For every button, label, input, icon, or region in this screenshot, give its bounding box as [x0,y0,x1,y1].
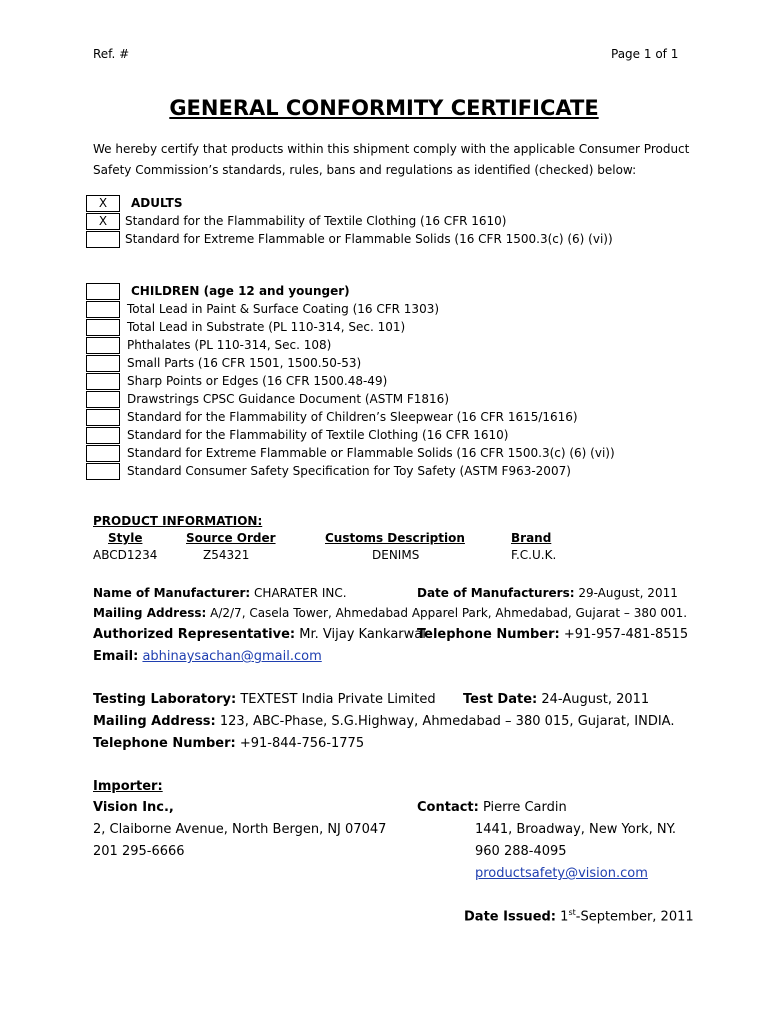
manufacturer-email: Email: abhinaysachan@gmail.com [93,649,322,664]
column-header-style: Style [108,531,143,545]
product-brand: F.C.U.K. [511,548,557,562]
intro-line-2: Safety Commission’s standards, rules, bans and regulations as identified (checked) below: [93,163,637,177]
children-item-checkbox[interactable] [86,373,120,390]
children-item-checkbox[interactable] [86,355,120,372]
children-item-label: Total Lead in Substrate (PL 110-314, Sec. 101) [127,320,406,334]
product-heading: PRODUCT INFORMATION: [93,514,263,528]
children-item-label: Standard for Extreme Flammable or Flammable Solids (16 CFR 1500.3(c) (6) (vi)) [127,446,615,460]
column-header-source-order: Source Order [186,531,276,545]
children-item-label: Standard for the Flammability of Children’s Sleepwear (16 CFR 1615/1616) [127,410,578,424]
product-customs-description: DENIMS [372,548,420,562]
children-item-checkbox[interactable] [86,409,120,426]
children-item-label: Drawstrings CPSC Guidance Document (ASTM F1816) [127,392,450,406]
manufacturer-telephone: Telephone Number: +91-957-481-8515 [417,627,689,642]
product-source-order: Z54321 [203,548,250,562]
children-item-checkbox[interactable] [86,337,120,354]
lab-address: Mailing Address: 123, ABC-Phase, S.G.Highway, Ahmedabad – 380 015, Gujarat, INDIA. [93,714,675,729]
date-issued: Date Issued: 1st-September, 2011 [464,908,694,925]
manufacture-date: Date of Manufacturers: 29-August, 2011 [417,586,678,600]
contact-email-link[interactable]: productsafety@vision.com [475,866,648,881]
contact-address: 1441, Broadway, New York, NY. [475,822,677,837]
column-header-brand: Brand [511,531,552,545]
contact-phone: 960 288-4095 [475,844,567,859]
importer-address: 2, Claiborne Avenue, North Bergen, NJ 07047 [93,822,387,837]
document-title: GENERAL CONFORMITY CERTIFICATE [169,96,599,120]
adults-checkbox[interactable]: X [86,195,120,212]
manufacturer-address: Mailing Address: A/2/7, Casela Tower, Ahmedabad Apparel Park, Ahmedabad, Gujarat – 380 001. [93,606,688,620]
adults-item-label: Standard for the Flammability of Textile Clothing (16 CFR 1610) [125,214,507,228]
manufacturer-name: Name of Manufacturer: CHARATER INC. [93,586,347,600]
email-link[interactable]: abhinaysachan@gmail.com [142,649,322,664]
children-item-label: Phthalates (PL 110-314, Sec. 108) [127,338,332,352]
children-item-checkbox[interactable] [86,427,120,444]
children-item-checkbox[interactable] [86,391,120,408]
children-item-label: Small Parts (16 CFR 1501, 1500.50-53) [127,356,362,370]
children-item-checkbox[interactable] [86,319,120,336]
children-item-label: Sharp Points or Edges (16 CFR 1500.48-49) [127,374,388,388]
adults-item-checkbox[interactable]: X [86,213,120,230]
importer-name: Vision Inc., [93,800,174,815]
children-item-checkbox[interactable] [86,445,120,462]
children-item-label: Total Lead in Paint & Surface Coating (16 CFR 1303) [127,302,440,316]
adults-item-checkbox[interactable] [86,231,120,248]
test-date: Test Date: 24-August, 2011 [463,692,650,707]
ref-number: Ref. # [93,47,130,61]
importer-heading: Importer: [93,779,163,794]
testing-laboratory: Testing Laboratory: TEXTEST India Private Limited [93,692,436,707]
product-style: ABCD1234 [93,548,158,562]
children-item-checkbox[interactable] [86,463,120,480]
children-heading: CHILDREN (age 12 and younger) [131,284,350,298]
page-number: Page 1 of 1 [611,47,679,61]
importer-phone: 201 295-6666 [93,844,185,859]
children-item-label: Standard Consumer Safety Specification for Toy Safety (ASTM F963-2007) [127,464,571,478]
children-item-checkbox[interactable] [86,301,120,318]
authorized-representative: Authorized Representative: Mr. Vijay Kankarwal [93,627,426,642]
intro-line-1: We hereby certify that products within this shipment comply with the applicable Consumer Product [93,142,690,156]
adults-item-label: Standard for Extreme Flammable or Flammable Solids (16 CFR 1500.3(c) (6) (vi)) [125,232,613,246]
children-item-label: Standard for the Flammability of Textile Clothing (16 CFR 1610) [127,428,509,442]
lab-telephone: Telephone Number: +91-844-756-1775 [93,736,365,751]
importer-contact: Contact: Pierre Cardin [417,800,567,815]
adults-heading: ADULTS [131,196,183,210]
column-header-customs-description: Customs Description [325,531,465,545]
children-checkbox[interactable] [86,283,120,300]
